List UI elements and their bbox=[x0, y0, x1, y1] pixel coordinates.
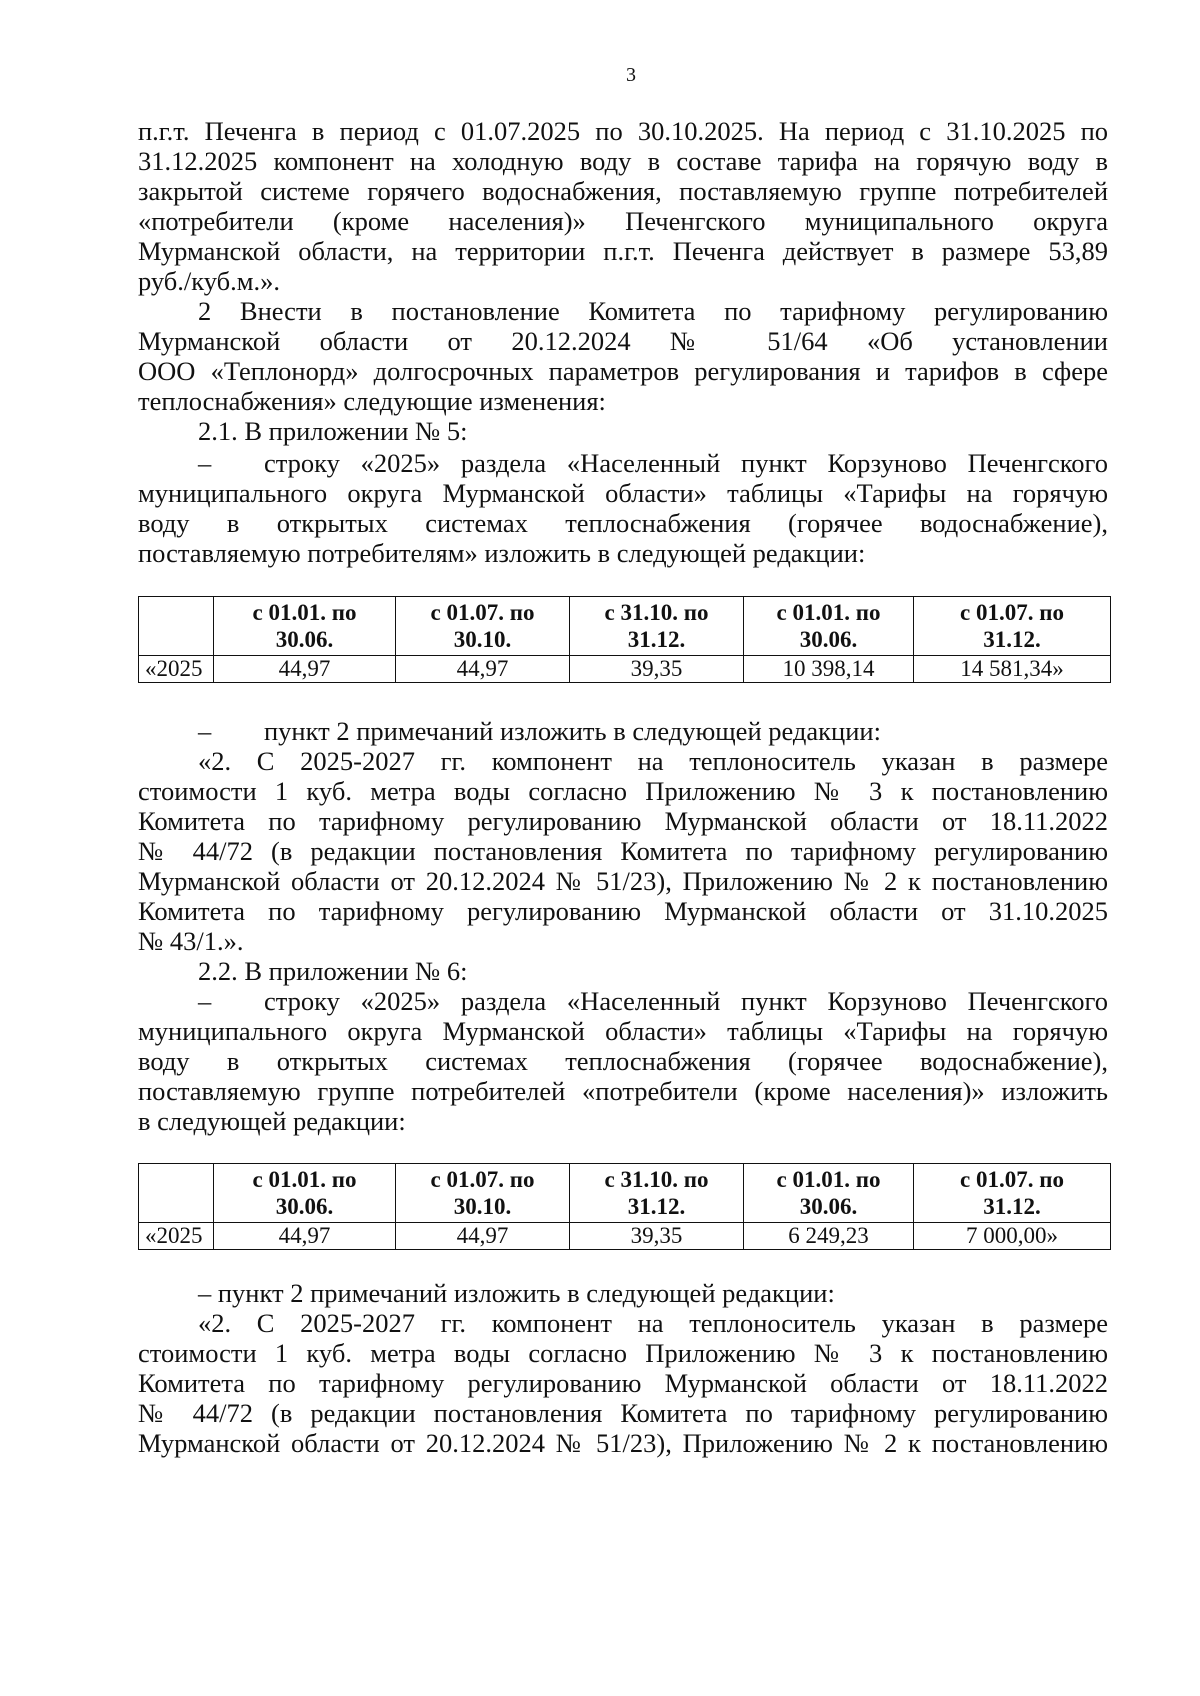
text-line: стоимости 1 куб. метра воды согласно Приложению № 3 к постановлению bbox=[138, 776, 1108, 806]
subsection-2-2-heading: 2.2. В приложении № 6: bbox=[198, 956, 468, 986]
dash-bullet: – bbox=[198, 986, 212, 1016]
text-line: закрытой системе горячего водоснабжения, поставляемую группе потребителей bbox=[138, 176, 1108, 206]
text-line: Комитета по тарифному регулированию Мурманской области от 18.11.2022 bbox=[138, 1368, 1108, 1398]
text-line: ООО «Теплонорд» долгосрочных параметров регулирования и тарифов в сфере bbox=[138, 356, 1108, 386]
table-cell: 10 398,14 bbox=[744, 656, 914, 683]
text-line: руб./куб.м.». bbox=[138, 266, 281, 296]
text-line: п.г.т. Печенга в период с 01.07.2025 по 30.10.2025. На период с 31.10.2025 по bbox=[138, 116, 1108, 146]
dash-bullet: – bbox=[198, 448, 212, 478]
text-line: муниципального округа Мурманской области» таблицы «Тарифы на горячую bbox=[138, 478, 1108, 508]
dash-bullet: – bbox=[198, 716, 212, 746]
page-number: 3 bbox=[626, 64, 636, 86]
list-item-dash: – пункт 2 примечаний изложить в следующей редакции: bbox=[198, 1278, 835, 1308]
table-row bbox=[139, 656, 1111, 683]
list-item-dash: – строку «2025» раздела «Населенный пункт Корзуново Печенгского bbox=[198, 986, 1108, 1016]
quote-start: «2. С 2025-2027 гг. компонент на теплоноситель указан в размере bbox=[198, 1308, 1108, 1338]
text-line: воду в открытых системах теплоснабжения (горячее водоснабжение), bbox=[138, 1046, 1108, 1076]
table-cell: 44,97 bbox=[214, 656, 396, 683]
table-header-row bbox=[139, 1164, 1111, 1223]
table-cell: 44,97 bbox=[396, 656, 570, 683]
quote-start: «2. С 2025-2027 гг. компонент на теплоноситель указан в размере bbox=[198, 746, 1108, 776]
table-cell: 39,35 bbox=[570, 1223, 744, 1250]
text-line: поставляемую потребителям» изложить в следующей редакции: bbox=[138, 538, 866, 568]
table-cell: 39,35 bbox=[570, 656, 744, 683]
table-header-cell: с 01.01. по 30.06. bbox=[744, 597, 914, 656]
text-line: «потребители (кроме населения)» Печенгского муниципального округа bbox=[138, 206, 1108, 236]
text-line: Мурманской области от 20.12.2024 № 51/64 «Об установлении bbox=[138, 326, 1108, 356]
table-cell-year: «2025 bbox=[139, 1223, 214, 1250]
table-header-cell: с 01.07. по 30.10. bbox=[396, 597, 570, 656]
table-cell-year: «2025 bbox=[139, 656, 214, 683]
table-header-cell bbox=[139, 597, 214, 656]
text-line: 31.12.2025 компонент на холодную воду в составе тарифа на горячую воду в bbox=[138, 146, 1108, 176]
text-line: в следующей редакции: bbox=[138, 1106, 406, 1136]
text-line: воду в открытых системах теплоснабжения (горячее водоснабжение), bbox=[138, 508, 1108, 538]
text-line: № 43/1.». bbox=[138, 926, 244, 956]
text-line: Комитета по тарифному регулированию Мурманской области от 31.10.2025 bbox=[138, 896, 1108, 926]
paragraph-2-start: 2 Внести в постановление Комитета по тарифному регулированию bbox=[198, 296, 1108, 326]
table-header-cell: с 01.01. по 30.06. bbox=[744, 1164, 914, 1223]
text-line: № 44/72 (в редакции постановления Комитета по тарифному регулированию bbox=[138, 836, 1108, 866]
subsection-2-1-heading: 2.1. В приложении № 5: bbox=[198, 416, 468, 446]
text-line: Мурманской области от 20.12.2024 № 51/23), Приложению № 2 к постановлению bbox=[138, 1428, 1108, 1458]
tariff-table-1 bbox=[138, 596, 1111, 683]
list-item-dash: – строку «2025» раздела «Населенный пункт Корзуново Печенгского bbox=[198, 448, 1108, 478]
text-line: теплоснабжения» следующие изменения: bbox=[138, 386, 606, 416]
text-line: поставляемую группе потребителей «потребители (кроме населения)» изложить bbox=[138, 1076, 1108, 1106]
table-cell: 44,97 bbox=[214, 1223, 396, 1250]
table-header-cell: с 01.01. по 30.06. bbox=[214, 1164, 396, 1223]
text-line: муниципального округа Мурманской области» таблицы «Тарифы на горячую bbox=[138, 1016, 1108, 1046]
table-header-cell: с 31.10. по 31.12. bbox=[570, 1164, 744, 1223]
table-header-cell: с 01.07. по 31.12. bbox=[914, 1164, 1111, 1223]
table-cell: 6 249,23 bbox=[744, 1223, 914, 1250]
table-cell: 44,97 bbox=[396, 1223, 570, 1250]
text-line: Комитета по тарифному регулированию Мурманской области от 18.11.2022 bbox=[138, 806, 1108, 836]
table-header-cell: с 31.10. по 31.12. bbox=[570, 597, 744, 656]
text-line: Мурманской области от 20.12.2024 № 51/23), Приложению № 2 к постановлению bbox=[138, 866, 1108, 896]
table-cell: 14 581,34» bbox=[914, 656, 1111, 683]
table-header-cell: с 01.07. по 30.10. bbox=[396, 1164, 570, 1223]
table-row bbox=[139, 1223, 1111, 1250]
text-line: Мурманской области, на территории п.г.т. Печенга действует в размере 53,89 bbox=[138, 236, 1108, 266]
table-header-cell: с 01.07. по 31.12. bbox=[914, 597, 1111, 656]
table-cell: 7 000,00» bbox=[914, 1223, 1111, 1250]
table-header-cell: с 01.01. по 30.06. bbox=[214, 597, 396, 656]
text-line: стоимости 1 куб. метра воды согласно Приложению № 3 к постановлению bbox=[138, 1338, 1108, 1368]
list-item-dash: – пункт 2 примечаний изложить в следующей редакции: bbox=[198, 716, 881, 746]
text-line: № 44/72 (в редакции постановления Комитета по тарифному регулированию bbox=[138, 1398, 1108, 1428]
table-header-cell bbox=[139, 1164, 214, 1223]
table-header-row bbox=[139, 597, 1111, 656]
tariff-table-2 bbox=[138, 1163, 1111, 1250]
